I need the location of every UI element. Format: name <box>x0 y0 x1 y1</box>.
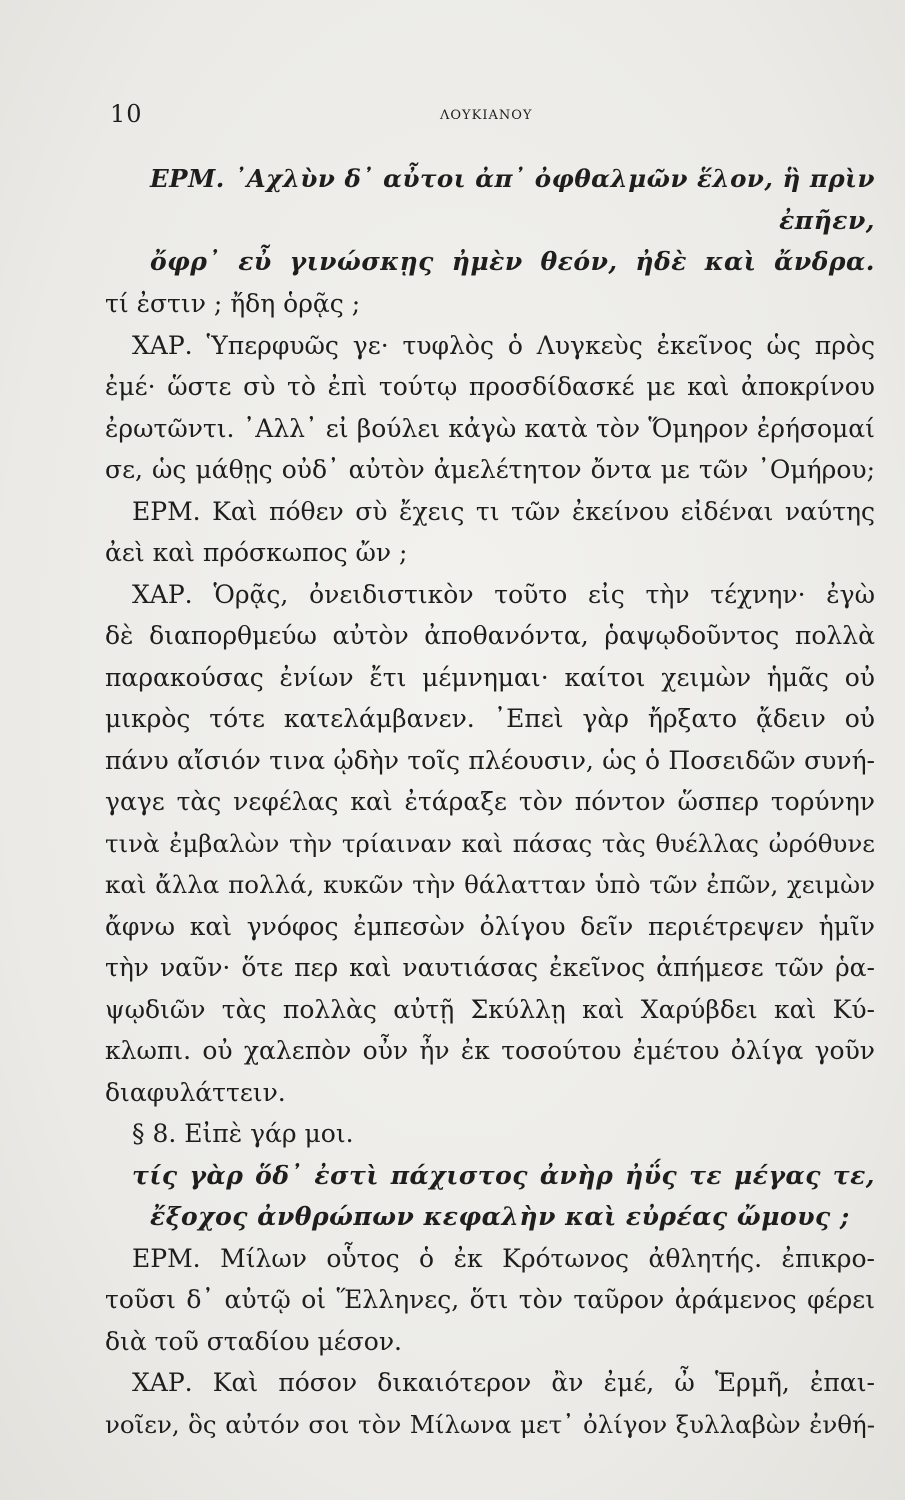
verse-line: ὄφρ᾿ εὖ γινώσκῃς ἠμὲν θεόν, ἠδὲ καὶ ἄνδρα. <box>150 247 875 276</box>
text-line-speaker-char: ΧΑΡ. Καὶ πόσον δικαιότερον ἂν ἐμέ, ὦ Ἑρμῆ, ἐπαι- <box>132 1368 875 1397</box>
text-line-speaker-herm: ΕΡΜ. Μίλων οὗτος ὁ ἐκ Κρότωνος ἀθλητής. ἐπικρο- <box>132 1244 875 1273</box>
text-line: ἀεὶ καὶ πρόσκωπος ὤν ; <box>105 538 408 567</box>
text-line: ἐρωτῶντι. ᾿Αλλ᾿ εἰ βούλει κἀγὼ κατὰ τὸν Ὅμηρον ἐρήσομαί <box>105 414 875 443</box>
text-line-speaker-herm: ΕΡΜ. ᾿Αχλὺν δ᾿ αὖτοι ἀπ᾿ ὀφθαλμῶν ἕλον, ἣ πρὶν <box>150 164 875 193</box>
text-line: δὲ διαπορθμεύω αὐτὸν ἀποθανόντα, ῥαψῳδοῦντος πολλὰ <box>105 621 875 650</box>
text-line: καὶ ἄλλα πολλά, κυκῶν τὴν θάλατταν ὑπὸ τῶν ἐπῶν, χειμὼν <box>105 870 875 899</box>
section-heading: § 8. Εἰπὲ γάρ μοι. <box>132 1119 354 1148</box>
text-line: ἐμέ· ὥστε σὺ τὸ ἐπὶ τούτῳ προσδίδασκέ με καὶ ἀποκρίνου <box>105 372 875 401</box>
text-line: διαφυλάττειν. <box>105 1078 286 1107</box>
verse-line: τίς γὰρ ὅδ᾿ ἐστὶ πάχιστος ἀνὴρ ἠΰς τε μέγας τε, <box>132 1161 875 1190</box>
text-line: τί ἐστιν ; ἤδη ὁρᾷς ; <box>105 289 361 318</box>
text-line: ψῳδιῶν τὰς πολλὰς αὐτῇ Σκύλλῃ καὶ Χαρύβδει καὶ Κύ- <box>105 995 875 1024</box>
page-number: 10 <box>110 100 143 128</box>
text-line: ἄφνω καὶ γνόφος ἐμπεσὼν ὀλίγου δεῖν περιέτρεψεν ἡμῖν <box>105 912 875 941</box>
text-line: μικρὸς τότε κατελάμβανεν. ᾿Επεὶ γὰρ ἤρξατο ᾄδειν οὐ <box>105 704 875 733</box>
text-line-speaker-char: ΧΑΡ. Ὁρᾷς, ὀνειδιστικὸν τοῦτο εἰς τὴν τέχνην· ἐγὼ <box>132 580 875 609</box>
text-line-speaker-char: ΧΑΡ. Ὑπερφυῶς γε· τυφλὸς ὁ Λυγκεὺς ἐκεῖνος ὡς πρὸς <box>132 331 875 360</box>
running-title: ΛΟΥΚΙΑΝΟΥ <box>440 108 533 123</box>
text-line: σε, ὡς μάθῃς οὐδ᾿ αὐτὸν ἀμελέτητον ὄντα με τῶν ᾿Ομήρου; <box>105 455 875 484</box>
verse-line: ἔξοχος ἀνθρώπων κεφαλὴν καὶ εὐρέας ὤμους ; <box>150 1202 850 1231</box>
text-line: τινὰ ἐμβαλὼν τὴν τρίαιναν καὶ πάσας τὰς θυέλλας ὠρόθυνε <box>105 829 875 858</box>
verse-line-continuation: ἐπῆεν, <box>779 206 875 235</box>
text-line: παρακούσας ἐνίων ἔτι μέμνημαι· καίτοι χειμὼν ἡμᾶς οὐ <box>105 663 875 692</box>
text-line-speaker-herm: ΕΡΜ. Καὶ πόθεν σὺ ἔχεις τι τῶν ἐκείνου εἰδέναι ναύτης <box>132 497 875 526</box>
text-line: διὰ τοῦ σταδίου μέσον. <box>105 1327 402 1356</box>
text-line: κλωπι. οὐ χαλεπὸν οὖν ἦν ἐκ τοσούτου ἐμέτου ὀλίγα γοῦν <box>105 1036 875 1065</box>
text-line: τὴν ναῦν· ὅτε περ καὶ ναυτιάσας ἐκεῖνος ἀπήμεσε τῶν ῥα- <box>105 953 875 982</box>
text-line: νοῖεν, ὃς αὐτόν σοι τὸν Μίλωνα μετ᾿ ὀλίγον ξυλλαβὼν ἐνθή- <box>105 1410 875 1439</box>
text-line: γαγε τὰς νεφέλας καὶ ἐτάραξε τὸν πόντον ὥσπερ τορύνην <box>105 787 875 816</box>
text-line: τοῦσι δ᾿ αὐτῷ οἱ Ἕλληνες, ὅτι τὸν ταῦρον ἀράμενος φέρει <box>105 1285 875 1314</box>
text-line: πάνυ αἴσιόν τινα ᾠδὴν τοῖς πλέουσιν, ὡς ὁ Ποσειδῶν συνή- <box>105 746 875 775</box>
running-head <box>110 100 870 130</box>
